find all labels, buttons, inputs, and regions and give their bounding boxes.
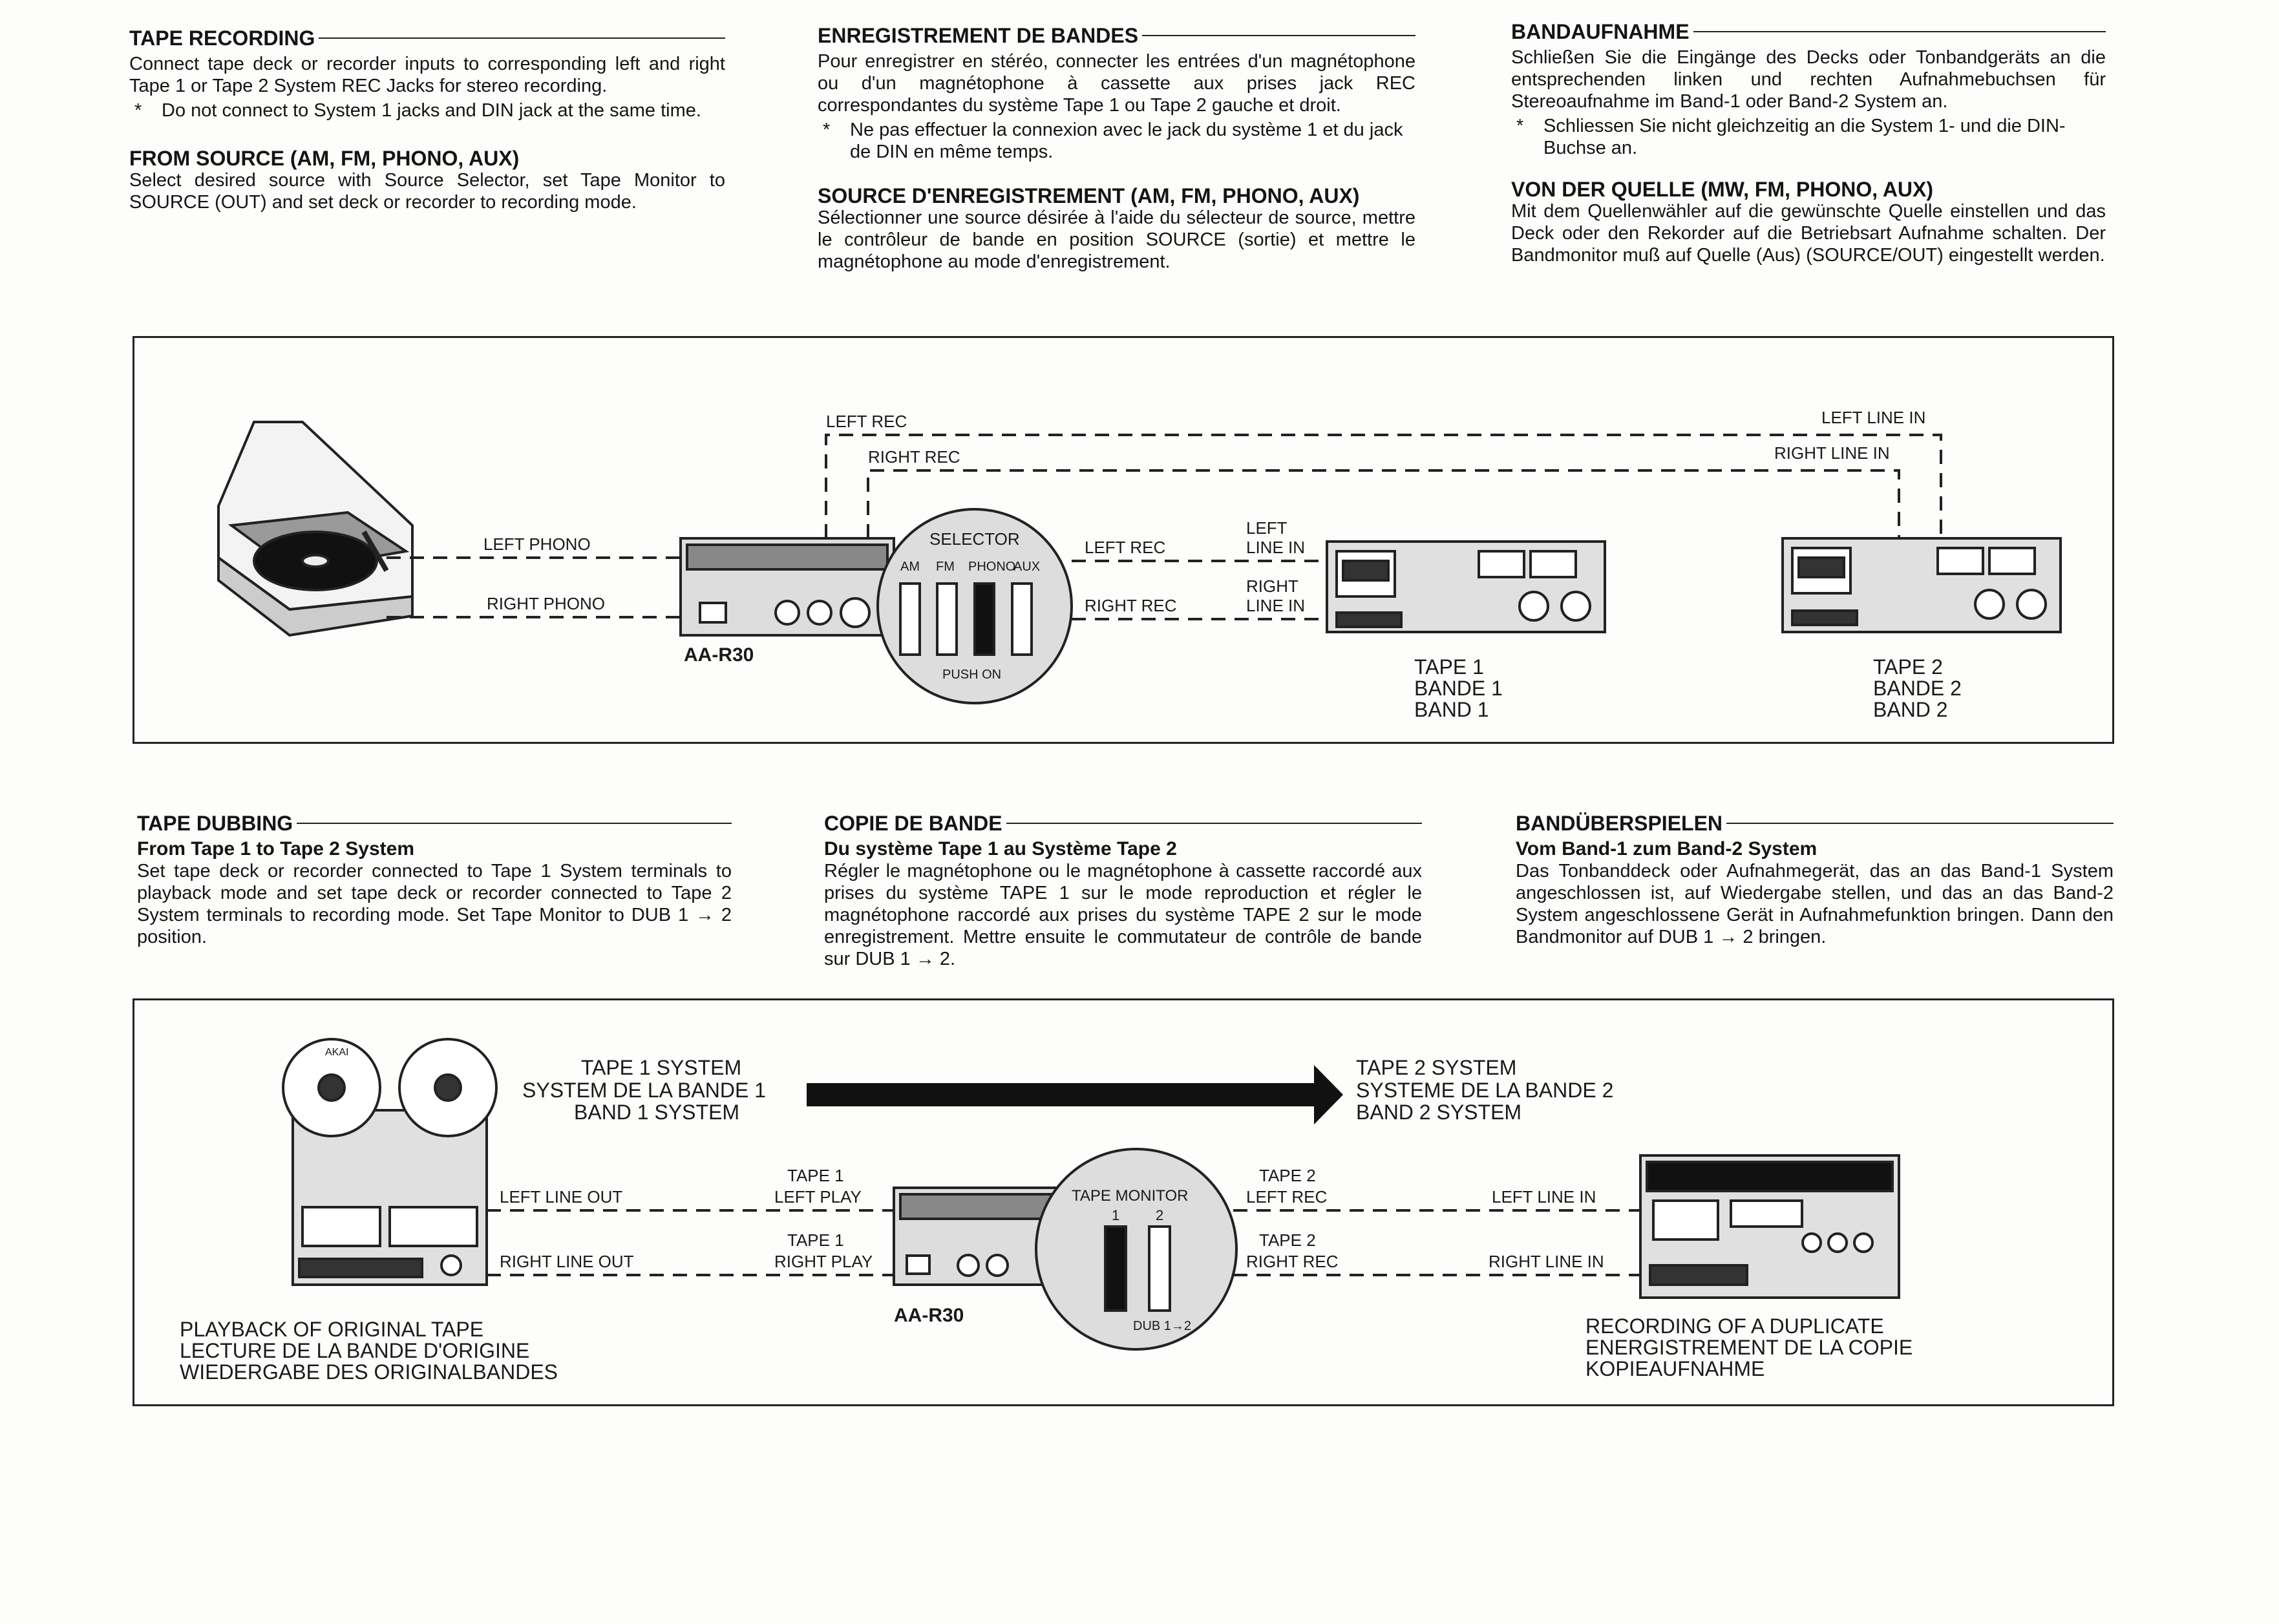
note-text: Do not connect to System 1 jacks and DIN jack at the same time.	[162, 100, 701, 121]
tape2-system-de: BAND 2 SYSTEM	[1356, 1101, 1522, 1124]
recording-caption-en: RECORDING OF A DUPLICATE	[1585, 1314, 1884, 1338]
tape-recording-de	[1511, 19, 2106, 266]
title-rule	[1726, 823, 2114, 824]
left-play-label: LEFT PLAY	[774, 1187, 862, 1207]
tape1-label-fr: BANDE 1	[1414, 677, 1503, 700]
section-subtitle: Vom Band-1 zum Band-2 System	[1516, 838, 1818, 859]
section-subtitle: Du système Tape 1 au Système Tape 2	[824, 838, 1177, 859]
subsection-body: Sélectionner une source désirée à l'aide du sélecteur de source, mettre le contrôleur de bande en position SOURCE (sortie) et mettre le magnétophone au mode d'enregistrement.	[818, 207, 1415, 272]
tape2-system-en: TAPE 2 SYSTEM	[1356, 1056, 1517, 1079]
section-title: BANDAUFNAHME	[1511, 20, 1690, 43]
cassette-deck-1	[1327, 542, 1605, 632]
section-subtitle: From Tape 1 to Tape 2 System	[137, 838, 415, 859]
tape1-play-right-title: TAPE 1	[787, 1230, 844, 1250]
tape2-system-fr: SYSTEME DE LA BANDE 2	[1356, 1079, 1614, 1102]
amp-model-label: AA-R30	[894, 1305, 964, 1326]
monitor-pos-1: 1	[1112, 1207, 1120, 1223]
left-line-in-top-label: LEFT LINE IN	[1821, 408, 1926, 427]
amp-model-label: AA-R30	[684, 644, 754, 666]
section-title: TAPE RECORDING	[129, 26, 315, 50]
section-body: Régler le magnétophone ou le magnétophone à cassette raccordé aux prises du système TAPE 1 sur le mode reproduction et régler le magnétophone raccordé aux prises du système TAPE 2 sur le mode enregistrement. Mettre ensuite le commutateur de contrôle de bande sur DUB 1 → 2.	[824, 861, 1422, 969]
recording-diagram-svg	[134, 338, 2112, 742]
tape2-rec-right-title: TAPE 2	[1259, 1230, 1316, 1250]
line-in-label-2: LINE IN	[1246, 596, 1306, 615]
right-line-in-top-label: RIGHT LINE IN	[1774, 443, 1890, 463]
cassette-deck	[1640, 1155, 1899, 1298]
tape1-label-en: TAPE 1	[1414, 655, 1484, 679]
reel-brand-label: AKAI	[325, 1047, 349, 1058]
tape-dubbing-de	[1516, 811, 2114, 948]
playback-caption-en: PLAYBACK OF ORIGINAL TAPE	[180, 1318, 484, 1341]
tape-dubbing-fr	[824, 811, 1422, 970]
selector-aux: AUX	[1013, 560, 1041, 574]
left-line-in-label: LEFT LINE IN	[1492, 1187, 1596, 1207]
dub-direction-arrow	[807, 1065, 1343, 1124]
tape2-label-de: BAND 2	[1873, 698, 1948, 721]
left-rec-label: LEFT REC	[1246, 1187, 1328, 1207]
note-text: Ne pas effectuer la connexion avec le jack du système 1 et du jack de DIN en même temps.	[850, 120, 1403, 162]
subsection-body: Mit dem Quellenwähler auf die gewünschte Quelle einstellen und das Deck oder den Rekorder auf die Betriebsart Aufnahme schalten. Der Bandmonitor muß auf Quelle (Aus) (SOURCE/OUT) eingestellt werden.	[1511, 201, 2106, 266]
tape-monitor-label: TAPE MONITOR	[1072, 1187, 1189, 1205]
right-line-in-label: RIGHT LINE IN	[1489, 1252, 1604, 1271]
selector-label: SELECTOR	[929, 529, 1020, 549]
line-in-label: LINE IN	[1246, 538, 1306, 557]
recording-caption-de: KOPIEAUFNAHME	[1585, 1357, 1765, 1380]
note-text: Schliessen Sie nicht gleichzeitig an die System 1- und die DIN-Buchse an.	[1543, 116, 2066, 158]
section-title: COPIE DE BANDE	[824, 812, 1002, 835]
tape2-label-en: TAPE 2	[1873, 655, 1943, 679]
section-title: TAPE DUBBING	[137, 812, 293, 835]
section-body: Das Tonbanddeck oder Aufnahmegerät, das an das Band-1 System angeschlossen ist, auf Wiedergabe stellen, und das an das Band-2 System angeschlossene Gerät in Aufnahmefunktion bringen. Dann den Bandmonitor auf DUB 1 → 2 bringen.	[1516, 861, 2114, 947]
monitor-pos-2: 2	[1156, 1207, 1164, 1223]
tape-dubbing-en	[137, 811, 732, 948]
tape2-label-fr: BANDE 2	[1873, 677, 1962, 700]
section-title: ENREGISTREMENT DE BANDES	[818, 24, 1139, 47]
right-label: RIGHT	[1246, 576, 1298, 596]
tape1-play-left-title: TAPE 1	[787, 1166, 844, 1185]
subsection-title: VON DER QUELLE (MW, FM, PHONO, AUX)	[1511, 178, 1934, 201]
tape1-system-de: BAND 1 SYSTEM	[574, 1101, 740, 1124]
right-phono-label: RIGHT PHONO	[487, 594, 605, 613]
section-body: Set tape deck or recorder connected to Tape 1 System terminals to playback mode and set tape deck or recorder connected to Tape 2 System terminals to recording mode. Set Tape Monitor to DUB 1 → 2 position.	[137, 861, 732, 947]
section-title: BANDÜBERSPIELEN	[1516, 812, 1723, 835]
dubbing-diagram-svg	[134, 1000, 2112, 1404]
push-on-label: PUSH ON	[942, 668, 1002, 682]
left-phono-label: LEFT PHONO	[483, 534, 591, 554]
title-rule	[1006, 823, 1422, 824]
tape1-system-en: TAPE 1 SYSTEM	[580, 1056, 742, 1079]
dubbing-diagram	[132, 998, 2114, 1406]
section-body: Schließen Sie die Eingänge des Decks oder Tonbandgeräts an die entsprechenden linken und rechten Aufnahmebuchsen für Stereoaufnahme im Band-1 oder Band-2 System an.	[1511, 47, 2106, 112]
playback-caption-fr: LECTURE DE LA BANDE D'ORIGINE	[180, 1339, 530, 1362]
title-rule	[319, 37, 725, 39]
dub-label: DUB 1→2	[1133, 1319, 1192, 1333]
cassette-deck-2	[1783, 538, 2061, 632]
title-rule	[1693, 31, 2106, 32]
amplifier-illustration	[681, 538, 894, 635]
note: * Do not connect to System 1 jacks and DIN jack at the same time.	[129, 100, 725, 121]
subsection-body: Select desired source with Source Selector, set Tape Monitor to SOURCE (OUT) and set deck or recorder to recording mode.	[129, 170, 725, 213]
title-rule	[1142, 35, 1415, 36]
recording-diagram	[132, 336, 2114, 744]
note: * Ne pas effectuer la connexion avec le jack du système 1 et du jack de DIN en même temps.	[818, 119, 1415, 163]
right-rec-top-label: RIGHT REC	[868, 447, 960, 467]
selector-am: AM	[900, 560, 920, 574]
selector-phono: PHONO	[968, 560, 1016, 574]
turntable-illustration	[218, 422, 412, 635]
left-rec-label: LEFT REC	[1085, 538, 1166, 557]
selector-fm: FM	[936, 560, 955, 574]
reel-to-reel-deck	[283, 1039, 496, 1285]
left-rec-top-label: LEFT REC	[826, 412, 907, 431]
tape1-system-fr: SYSTEM DE LA BANDE 1	[522, 1079, 767, 1102]
left-label: LEFT	[1246, 518, 1288, 538]
section-body: Connect tape deck or recorder inputs to corresponding left and right Tape 1 or Tape 2 System REC Jacks for stereo recording.	[129, 54, 725, 96]
tape1-label-de: BAND 1	[1414, 698, 1489, 721]
right-rec-label: RIGHT REC	[1246, 1252, 1339, 1271]
subsection-title: FROM SOURCE (AM, FM, PHONO, AUX)	[129, 147, 520, 170]
right-play-label: RIGHT PLAY	[774, 1252, 873, 1271]
tape-recording-en	[129, 26, 725, 213]
title-rule	[297, 823, 732, 824]
section-body: Pour enregistrer en stéréo, connecter les entrées d'un magnétophone ou d'un magnétophone à cassette aux prises jack REC correspondantes du système Tape 1 ou Tape 2 gauche et droit.	[818, 51, 1415, 116]
tape-recording-fr	[818, 23, 1415, 273]
playback-caption-de: WIEDERGABE DES ORIGINALBANDES	[180, 1360, 558, 1384]
tape2-rec-left-title: TAPE 2	[1259, 1166, 1316, 1185]
right-line-out-label: RIGHT LINE OUT	[500, 1252, 634, 1271]
subsection-title: SOURCE D'ENREGISTREMENT (AM, FM, PHONO, AUX)	[818, 184, 1360, 207]
note: * Schliessen Sie nicht gleichzeitig an die System 1- und die DIN-Buchse an.	[1511, 115, 2106, 159]
left-line-out-label: LEFT LINE OUT	[500, 1187, 623, 1207]
recording-caption-fr: ENERGISTREMENT DE LA COPIE	[1585, 1336, 1913, 1359]
right-rec-label: RIGHT REC	[1085, 596, 1177, 615]
